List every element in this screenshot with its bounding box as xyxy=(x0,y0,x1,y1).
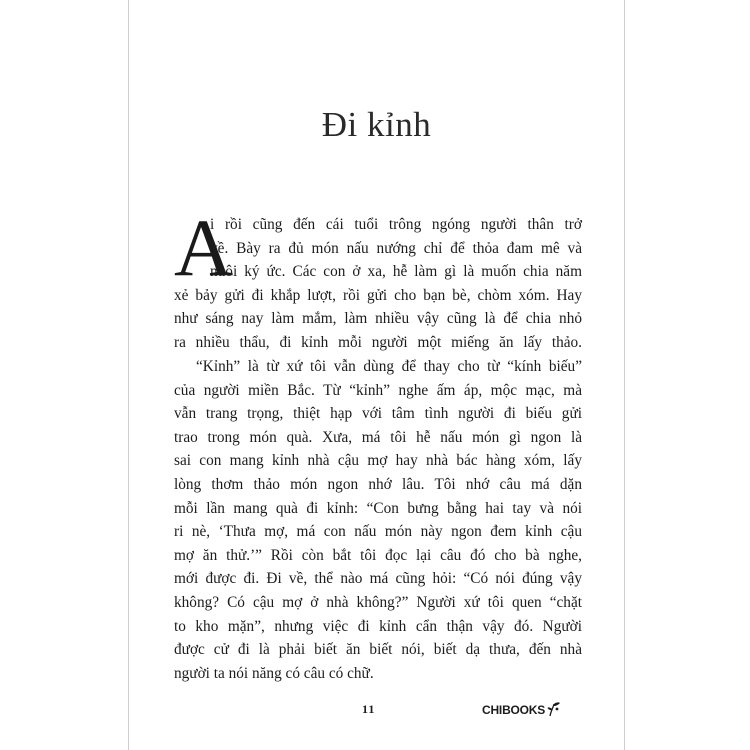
text-line: mợ ăn thử.’” Rồi còn bắt tôi đọc lại câu đó cho bà nghe, xyxy=(174,546,582,564)
text-line: lòng thơm thảo món ngon nhớ lâu. Tôi nhớ câu má dặn xyxy=(174,475,582,493)
text-line: xẻ bảy gửi đi khắp lượt, rồi gửi cho bạn bè, chòm xóm. Hay xyxy=(174,286,582,304)
text-line: mới được đi. Đi về, thể nào má cũng hỏi: “Có nói đúng vậy xyxy=(174,570,582,588)
text-line: trao trong món quà. Xưa, má tôi hễ nấu món gì ngon là xyxy=(174,428,582,446)
publisher-logo xyxy=(482,701,561,717)
chapter-body xyxy=(174,202,582,682)
text-line: sai con mang kỉnh nhà cậu mợ hay nhà bác hàng xóm, lấy xyxy=(174,452,582,470)
publisher-name: CHIBOOKS xyxy=(482,703,546,717)
text-line: nuôi ký ức. Các con ở xa, hễ làm gì là muốn chia năm xyxy=(210,263,582,281)
text-line: được cử đi là phải biết ăn biết nói, biết dạ thưa, đến nhà xyxy=(174,641,582,659)
text-line: ri nè, ‘Thưa mợ, má con nấu món này ngon đem kỉnh cậu xyxy=(174,523,582,541)
text-line: ra nhiều thẩu, đi kỉnh mỗi người một miếng ăn lấy thảo. xyxy=(174,333,582,351)
text-line: i rồi cũng đến cái tuổi trông ngóng người thân trở xyxy=(210,216,582,233)
text-line: về. Bày ra đủ món nấu nướng chỉ để thỏa đam mê và xyxy=(210,239,582,257)
page-number: 11 xyxy=(362,702,376,716)
text-line: như sáng nay làm mắm, làm nhiều vậy cũng là để chia nhỏ xyxy=(174,310,582,328)
chapter-title: Đi kỉnh xyxy=(321,105,432,145)
text-line: mỗi lần mang quà đi kỉnh: “Con bưng bằng hai tay và nói xyxy=(174,499,582,517)
text-line: người ta nói năng có câu có chữ. xyxy=(174,664,374,682)
text-line: vẫn trang trọng, thiệt hạp với tâm tình người đi biếu gửi xyxy=(174,405,582,423)
text-line: không? Có cậu mợ ở nhà không?” Người xứ tôi quen “chặt xyxy=(174,593,582,611)
drop-cap: A xyxy=(174,202,234,293)
chibooks-leaf-icon xyxy=(547,701,561,717)
text-line: “Kỉnh” là từ xứ tôi vẫn dùng để thay cho từ “kính biếu” xyxy=(196,358,582,375)
text-line: to kho mặn”, nhưng việc đi kỉnh cẩn thận vậy đó. Người xyxy=(174,617,582,635)
paragraph-2 xyxy=(174,355,582,685)
text-line: của người miền Bắc. Từ “kỉnh” nghe ấm áp, mộc mạc, mà xyxy=(174,381,582,399)
paragraph-1 xyxy=(174,202,582,355)
